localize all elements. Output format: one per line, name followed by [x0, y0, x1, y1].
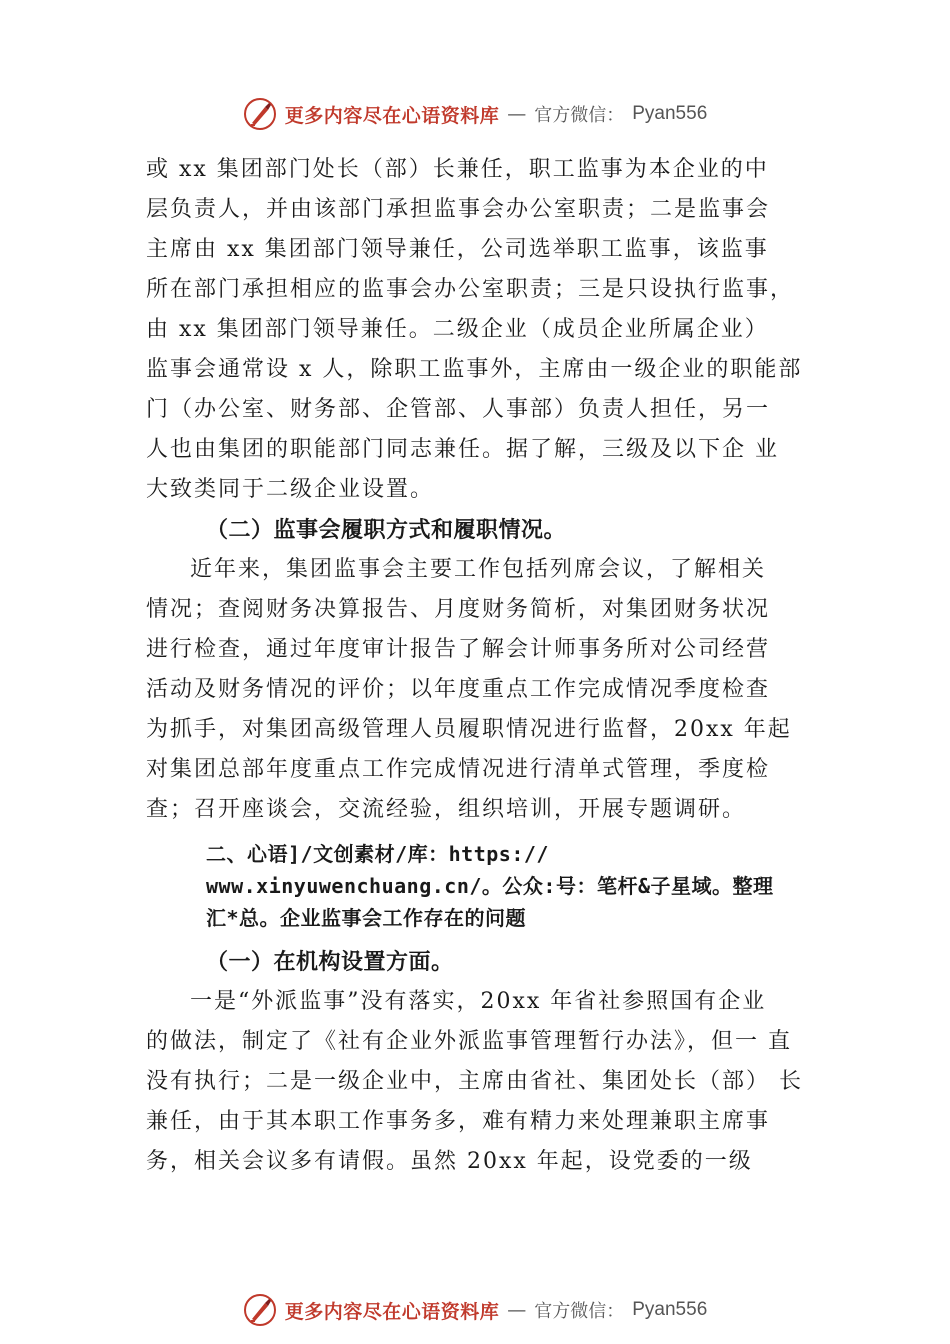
paragraph-line: 为抓手，对集团高级管理人员履职情况进行监督，20xx 年起	[146, 717, 792, 742]
paragraph-line: 兼任，由于其本职工作事务多，难有精力来处理兼职主席事	[146, 1109, 771, 1134]
quill-pen-logo-icon	[243, 1293, 277, 1327]
banner-main-text: 更多内容尽在心语资料库	[284, 1300, 500, 1323]
paragraph-line: 监事会通常设 x 人，除职工监事外，主席由一级企业的职能部	[146, 357, 803, 382]
paragraph-line: 查；召开座谈会，交流经验，组织培训，开展专题调研。	[146, 797, 747, 822]
quill-pen-logo-icon	[243, 97, 277, 131]
section-heading: （二）监事会履职方式和履职情况。	[206, 517, 567, 543]
paragraph-line: 没有执行；二是一级企业中，主席由省社、集团处长（部） 长	[146, 1069, 803, 1094]
paragraph-line: 门（办公室、财务部、企管部、人事部）负责人担任，另一	[146, 397, 771, 422]
banner-dash: —	[507, 1299, 527, 1321]
banner-sub-text: 官方微信：	[534, 105, 625, 126]
banner-dash: —	[507, 103, 527, 125]
footer-banner	[0, 1290, 950, 1330]
paragraph-line: 近年来，集团监事会主要工作包括列席会议，了解相关	[190, 557, 767, 582]
paragraph-line: 层负责人，并由该部门承担监事会办公室职责；二是监事会	[146, 197, 771, 222]
paragraph-line: 人也由集团的职能部门同志兼任。据了解，三级及以下企 业	[146, 437, 779, 462]
paragraph-line: 活动及财务情况的评价；以年度重点工作完成情况季度检查	[146, 677, 771, 702]
paragraph-line: 或 xx 集团部门处长（部）长兼任，职工监事为本企业的中	[146, 157, 769, 182]
banner-sub-text: 官方微信：	[534, 1301, 625, 1322]
paragraph-line: 务，相关会议多有请假。虽然 20xx 年起，设党委的一级	[146, 1149, 753, 1174]
banner-wechat-id: Pyan556	[632, 103, 708, 124]
chapter-heading-line: 二、心语]/文创素材/库：https://	[206, 842, 549, 866]
section-heading: （一）在机构设置方面。	[206, 949, 454, 975]
paragraph-line: 所在部门承担相应的监事会办公室职责；三是只设执行监事，	[146, 277, 795, 302]
paragraph-line: 进行检查，通过年度审计报告了解会计师事务所对公司经营	[146, 637, 771, 662]
paragraph-line: 的做法，制定了《社有企业外派监事管理暂行办法》，但一 直	[146, 1029, 792, 1054]
paragraph-line: 主席由 xx 集团部门领导兼任，公司选举职工监事，该监事	[146, 237, 769, 262]
chapter-heading-line: www.xinyuwenchuang.cn/。公众:号：笔杆&子星域。整理	[206, 874, 774, 898]
paragraph-line: 情况；查阅财务决算报告、月度财务简析，对集团财务状况	[146, 597, 771, 622]
document-body	[146, 150, 836, 1182]
paragraph-line: 一是“外派监事”没有落实，20xx 年省社参照国有企业	[190, 989, 767, 1014]
paragraph-line: 由 xx 集团部门领导兼任。二级企业（成员企业所属企业）	[146, 317, 769, 342]
header-banner	[0, 94, 950, 134]
banner-main-text: 更多内容尽在心语资料库	[284, 104, 500, 127]
paragraph-line: 大致类同于二级企业设置。	[146, 477, 435, 502]
paragraph-line: 对集团总部年度重点工作完成情况进行清单式管理，季度检	[146, 757, 771, 782]
chapter-heading-line: 汇*总。企业监事会工作存在的问题	[206, 906, 527, 930]
banner-wechat-id: Pyan556	[632, 1299, 708, 1320]
